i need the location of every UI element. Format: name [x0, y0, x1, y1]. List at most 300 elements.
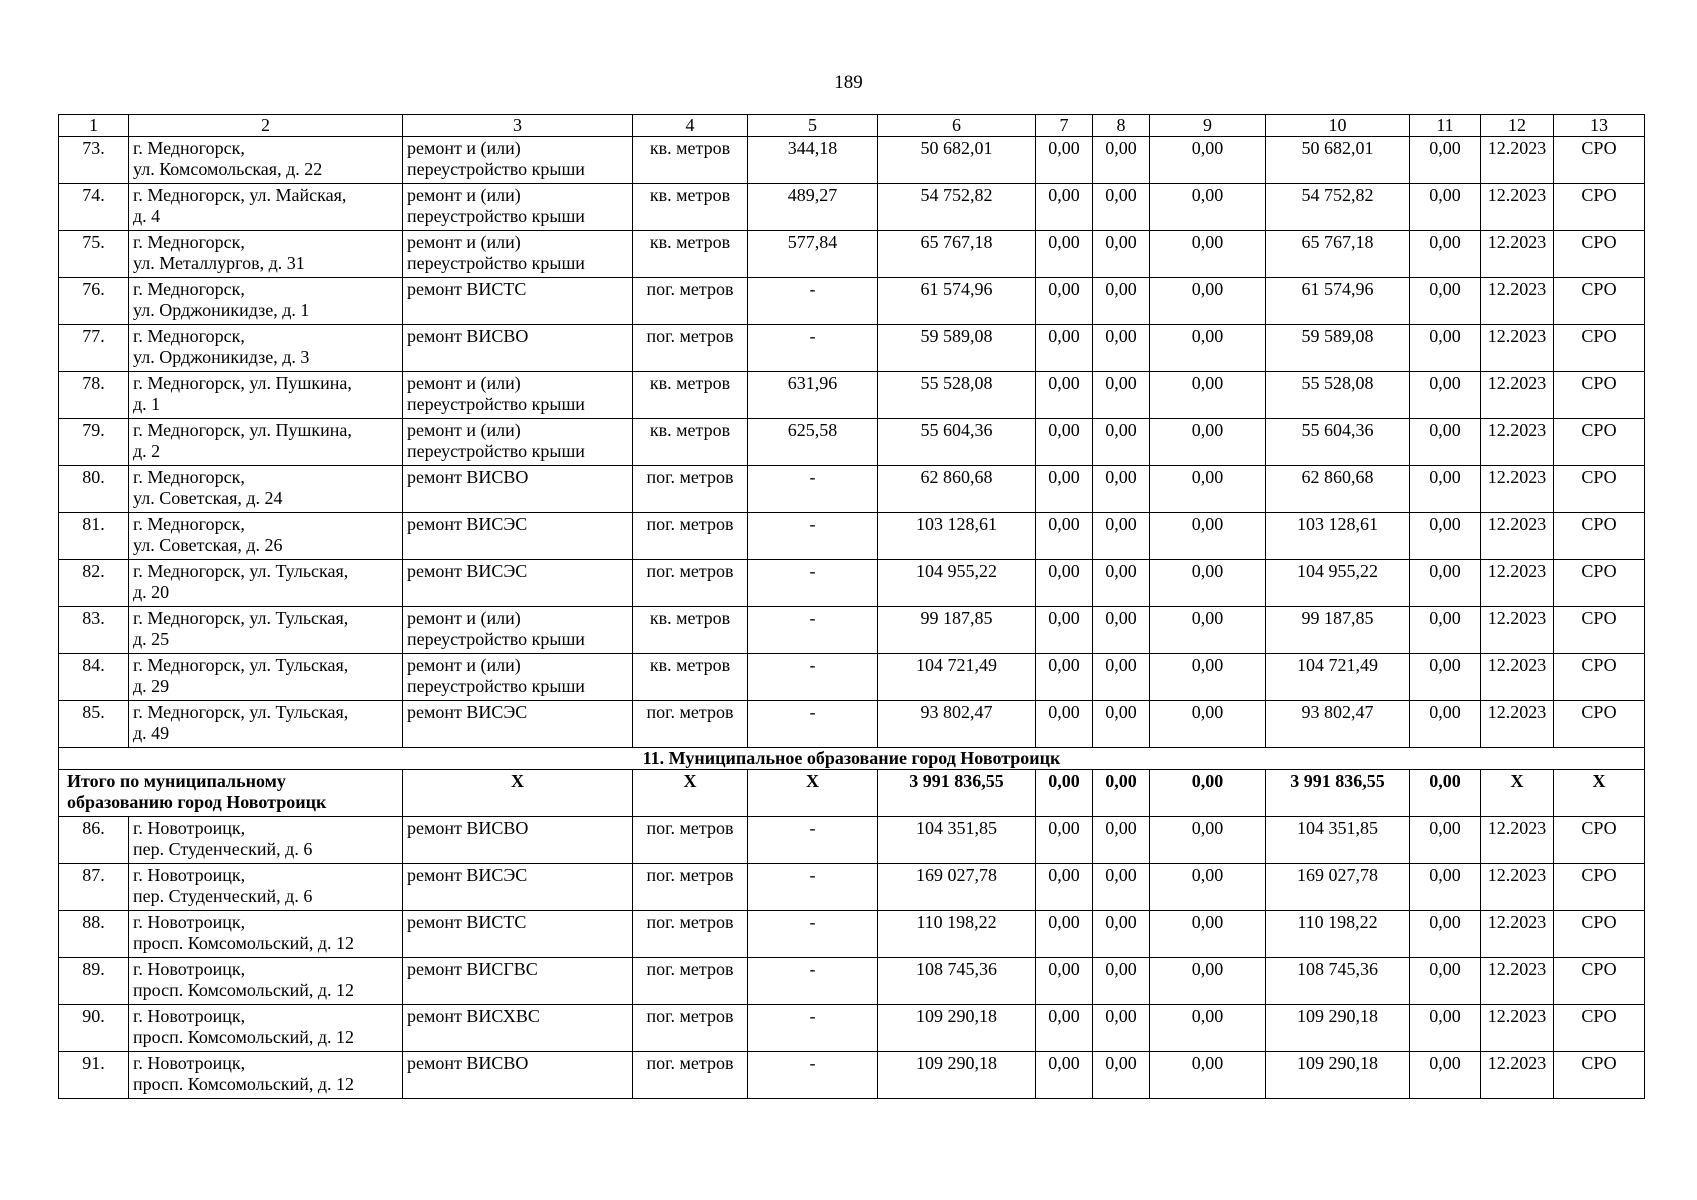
value-cell: 0,00	[1410, 231, 1481, 278]
row-number: 73.	[59, 137, 129, 184]
fund-cost-cell: 104 721,49	[1266, 654, 1410, 701]
row-number: 78.	[59, 372, 129, 419]
address-line: ул. Комсомольская, д. 22	[133, 159, 323, 179]
address-line: д. 20	[133, 582, 170, 602]
cost-total-cell: 109 290,18	[878, 1052, 1036, 1099]
quantity-cell: -	[748, 701, 878, 748]
address-line: пер. Студенческий, д. 6	[133, 886, 313, 906]
method-cell: СРО	[1554, 278, 1645, 325]
value-cell: 0,00	[1410, 560, 1481, 607]
quantity-cell: 489,27	[748, 184, 878, 231]
address-cell	[129, 560, 403, 607]
quantity-cell: -	[748, 513, 878, 560]
work-type-line: ремонт ВИСЭС	[407, 865, 528, 885]
value-cell: 0,00	[1036, 372, 1093, 419]
unit-cell: кв. метров	[633, 419, 748, 466]
row-number: 77.	[59, 325, 129, 372]
work-type-cell	[403, 607, 633, 654]
table-row	[59, 817, 1645, 864]
fund-cost-cell: 55 604,36	[1266, 419, 1410, 466]
cost-total-cell: 50 682,01	[878, 137, 1036, 184]
column-number-cell: 13	[1554, 115, 1645, 137]
row-number: 76.	[59, 278, 129, 325]
fund-cost-cell: 59 589,08	[1266, 325, 1410, 372]
unit-cell: пог. метров	[633, 1052, 748, 1099]
value-cell: 0,00	[1410, 137, 1481, 184]
method-cell: СРО	[1554, 372, 1645, 419]
value-cell: 0,00	[1410, 278, 1481, 325]
value-cell: 0,00	[1410, 701, 1481, 748]
work-type-cell	[403, 654, 633, 701]
address-line: г. Медногорск,	[133, 326, 245, 346]
quantity-cell: 625,58	[748, 419, 878, 466]
table-row	[59, 560, 1645, 607]
value-cell: 0,00	[1150, 137, 1266, 184]
total-value-cell: X	[403, 770, 633, 817]
value-cell: 0,00	[1150, 864, 1266, 911]
value-cell: 0,00	[1093, 325, 1150, 372]
deadline-cell: 12.2023	[1481, 701, 1554, 748]
value-cell: 0,00	[1150, 325, 1266, 372]
address-line: просп. Комсомольский, д. 12	[133, 980, 355, 1000]
value-cell: 0,00	[1093, 654, 1150, 701]
work-type-cell	[403, 1005, 633, 1052]
value-cell: 0,00	[1093, 817, 1150, 864]
table-row	[59, 184, 1645, 231]
quantity-cell: -	[748, 1005, 878, 1052]
value-cell: 0,00	[1410, 958, 1481, 1005]
work-type-line: ремонт ВИСТС	[407, 279, 527, 299]
row-number: 83.	[59, 607, 129, 654]
quantity-cell: 577,84	[748, 231, 878, 278]
fund-cost-cell: 65 767,18	[1266, 231, 1410, 278]
deadline-cell: 12.2023	[1481, 372, 1554, 419]
method-cell: СРО	[1554, 654, 1645, 701]
value-cell: 0,00	[1150, 958, 1266, 1005]
cost-total-cell: 59 589,08	[878, 325, 1036, 372]
value-cell: 0,00	[1093, 560, 1150, 607]
value-cell: 0,00	[1150, 607, 1266, 654]
section-title: 11. Муниципальное образование город Новотроицк	[59, 748, 1645, 770]
table-row	[59, 278, 1645, 325]
value-cell: 0,00	[1036, 864, 1093, 911]
cost-total-cell: 104 351,85	[878, 817, 1036, 864]
value-cell: 0,00	[1150, 560, 1266, 607]
value-cell: 0,00	[1150, 911, 1266, 958]
total-label-line: Итого по муниципальному	[67, 771, 286, 791]
column-number-row	[59, 115, 1645, 137]
column-number-cell: 8	[1093, 115, 1150, 137]
value-cell: 0,00	[1036, 325, 1093, 372]
total-value-cell: X	[633, 770, 748, 817]
quantity-cell: -	[748, 325, 878, 372]
deadline-cell: 12.2023	[1481, 1005, 1554, 1052]
column-number-cell: 3	[403, 115, 633, 137]
table-row	[59, 466, 1645, 513]
table-row	[59, 607, 1645, 654]
method-cell: СРО	[1554, 958, 1645, 1005]
total-label	[59, 770, 403, 817]
work-type-cell	[403, 278, 633, 325]
value-cell: 0,00	[1093, 864, 1150, 911]
table-row	[59, 1005, 1645, 1052]
value-cell: 0,00	[1410, 864, 1481, 911]
value-cell: 0,00	[1410, 466, 1481, 513]
method-cell: СРО	[1554, 466, 1645, 513]
table-row	[59, 958, 1645, 1005]
work-type-line: ремонт ВИСВО	[407, 1053, 529, 1073]
value-cell: 0,00	[1150, 466, 1266, 513]
work-type-line: ремонт ВИСЭС	[407, 561, 528, 581]
quantity-cell: 344,18	[748, 137, 878, 184]
address-cell	[129, 701, 403, 748]
value-cell: 0,00	[1410, 817, 1481, 864]
value-cell: 0,00	[1036, 911, 1093, 958]
column-number-cell: 4	[633, 115, 748, 137]
work-type-line: переустройство крыши	[407, 676, 585, 696]
cost-total-cell: 109 290,18	[878, 1005, 1036, 1052]
work-type-cell	[403, 560, 633, 607]
quantity-cell: -	[748, 278, 878, 325]
cost-total-cell: 55 604,36	[878, 419, 1036, 466]
row-number: 85.	[59, 701, 129, 748]
value-cell: 0,00	[1036, 184, 1093, 231]
deadline-cell: 12.2023	[1481, 137, 1554, 184]
value-cell: 0,00	[1036, 137, 1093, 184]
deadline-cell: 12.2023	[1481, 560, 1554, 607]
value-cell: 0,00	[1410, 607, 1481, 654]
address-cell	[129, 184, 403, 231]
address-line: д. 4	[133, 206, 161, 226]
row-number: 80.	[59, 466, 129, 513]
address-line: г. Медногорск,	[133, 467, 245, 487]
row-number: 86.	[59, 817, 129, 864]
address-line: ул. Металлургов, д. 31	[133, 253, 305, 273]
deadline-cell: 12.2023	[1481, 466, 1554, 513]
row-number: 75.	[59, 231, 129, 278]
quantity-cell: -	[748, 864, 878, 911]
address-line: г. Новотроицк,	[133, 1053, 246, 1073]
column-number-cell: 10	[1266, 115, 1410, 137]
value-cell: 0,00	[1093, 137, 1150, 184]
value-cell: 0,00	[1410, 372, 1481, 419]
unit-cell: пог. метров	[633, 466, 748, 513]
value-cell: 0,00	[1150, 817, 1266, 864]
address-line: просп. Комсомольский, д. 12	[133, 933, 355, 953]
value-cell: 0,00	[1410, 325, 1481, 372]
unit-cell: пог. метров	[633, 701, 748, 748]
value-cell: 0,00	[1036, 701, 1093, 748]
deadline-cell: 12.2023	[1481, 513, 1554, 560]
address-line: ул. Орджоникидзе, д. 1	[133, 300, 310, 320]
address-cell	[129, 513, 403, 560]
work-type-line: ремонт ВИСЭС	[407, 702, 528, 722]
value-cell: 0,00	[1093, 419, 1150, 466]
method-cell: СРО	[1554, 1052, 1645, 1099]
section-header-row	[59, 748, 1645, 770]
table-row	[59, 137, 1645, 184]
table-row	[59, 231, 1645, 278]
value-cell: 0,00	[1036, 419, 1093, 466]
work-type-line: переустройство крыши	[407, 206, 585, 226]
address-line: г. Медногорск, ул. Тульская,	[133, 655, 349, 675]
address-line: д. 1	[133, 394, 161, 414]
value-cell: 0,00	[1410, 419, 1481, 466]
column-number-cell: 1	[59, 115, 129, 137]
address-line: г. Медногорск,	[133, 232, 245, 252]
unit-cell: кв. метров	[633, 231, 748, 278]
cost-total-cell: 54 752,82	[878, 184, 1036, 231]
fund-cost-cell: 108 745,36	[1266, 958, 1410, 1005]
method-cell: СРО	[1554, 419, 1645, 466]
value-cell: 0,00	[1093, 701, 1150, 748]
column-number-cell: 11	[1410, 115, 1481, 137]
quantity-cell: -	[748, 817, 878, 864]
work-type-line: ремонт и (или)	[407, 232, 521, 252]
fund-cost-cell: 169 027,78	[1266, 864, 1410, 911]
fund-cost-cell: 54 752,82	[1266, 184, 1410, 231]
address-cell	[129, 231, 403, 278]
value-cell: 0,00	[1093, 466, 1150, 513]
method-cell: СРО	[1554, 864, 1645, 911]
cost-total-cell: 169 027,78	[878, 864, 1036, 911]
address-cell	[129, 1052, 403, 1099]
method-cell: СРО	[1554, 184, 1645, 231]
method-cell: СРО	[1554, 911, 1645, 958]
fund-cost-cell: 109 290,18	[1266, 1052, 1410, 1099]
unit-cell: пог. метров	[633, 817, 748, 864]
cost-total-cell: 103 128,61	[878, 513, 1036, 560]
total-value-cell: X	[1554, 770, 1645, 817]
address-cell	[129, 958, 403, 1005]
value-cell: 0,00	[1410, 513, 1481, 560]
quantity-cell: -	[748, 654, 878, 701]
unit-cell: кв. метров	[633, 372, 748, 419]
value-cell: 0,00	[1150, 1005, 1266, 1052]
address-line: г. Медногорск, ул. Пушкина,	[133, 420, 352, 440]
work-type-cell	[403, 864, 633, 911]
method-cell: СРО	[1554, 817, 1645, 864]
column-number-cell: 5	[748, 115, 878, 137]
work-type-line: ремонт ВИСТС	[407, 912, 527, 932]
row-number: 74.	[59, 184, 129, 231]
fund-cost-cell: 61 574,96	[1266, 278, 1410, 325]
work-type-line: ремонт ВИСГВС	[407, 959, 538, 979]
address-cell	[129, 607, 403, 654]
address-line: д. 2	[133, 441, 161, 461]
work-type-line: ремонт ВИСВО	[407, 467, 529, 487]
unit-cell: кв. метров	[633, 607, 748, 654]
value-cell: 0,00	[1410, 1005, 1481, 1052]
address-line: ул. Орджоникидзе, д. 3	[133, 347, 310, 367]
total-value-cell: 3 991 836,55	[1266, 770, 1410, 817]
work-type-line: ремонт и (или)	[407, 608, 521, 628]
work-type-line: переустройство крыши	[407, 159, 585, 179]
address-line: г. Медногорск, ул. Тульская,	[133, 608, 349, 628]
value-cell: 0,00	[1093, 607, 1150, 654]
value-cell: 0,00	[1093, 1052, 1150, 1099]
total-value-cell: 0,00	[1150, 770, 1266, 817]
work-type-line: переустройство крыши	[407, 394, 585, 414]
total-value-cell: 0,00	[1410, 770, 1481, 817]
table-row	[59, 325, 1645, 372]
method-cell: СРО	[1554, 607, 1645, 654]
row-number: 88.	[59, 911, 129, 958]
quantity-cell: -	[748, 607, 878, 654]
table-row	[59, 1052, 1645, 1099]
row-number: 89.	[59, 958, 129, 1005]
fund-cost-cell: 50 682,01	[1266, 137, 1410, 184]
value-cell: 0,00	[1150, 372, 1266, 419]
column-number-cell: 9	[1150, 115, 1266, 137]
value-cell: 0,00	[1036, 278, 1093, 325]
value-cell: 0,00	[1093, 372, 1150, 419]
address-line: г. Медногорск, ул. Тульская,	[133, 702, 349, 722]
deadline-cell: 12.2023	[1481, 278, 1554, 325]
address-cell	[129, 466, 403, 513]
unit-cell: кв. метров	[633, 137, 748, 184]
table-row	[59, 701, 1645, 748]
deadline-cell: 12.2023	[1481, 231, 1554, 278]
value-cell: 0,00	[1036, 231, 1093, 278]
work-type-cell	[403, 513, 633, 560]
row-number: 91.	[59, 1052, 129, 1099]
unit-cell: пог. метров	[633, 1005, 748, 1052]
value-cell: 0,00	[1036, 1005, 1093, 1052]
work-type-line: ремонт ВИСВО	[407, 818, 529, 838]
unit-cell: пог. метров	[633, 325, 748, 372]
address-cell	[129, 817, 403, 864]
work-type-line: ремонт и (или)	[407, 138, 521, 158]
fund-cost-cell: 110 198,22	[1266, 911, 1410, 958]
value-cell: 0,00	[1036, 654, 1093, 701]
work-type-line: ремонт и (или)	[407, 420, 521, 440]
address-line: г. Новотроицк,	[133, 818, 246, 838]
work-type-line: ремонт и (или)	[407, 373, 521, 393]
quantity-cell: -	[748, 560, 878, 607]
row-number: 90.	[59, 1005, 129, 1052]
value-cell: 0,00	[1093, 958, 1150, 1005]
fund-cost-cell: 55 528,08	[1266, 372, 1410, 419]
address-cell	[129, 278, 403, 325]
work-type-cell	[403, 911, 633, 958]
method-cell: СРО	[1554, 325, 1645, 372]
value-cell: 0,00	[1093, 231, 1150, 278]
work-type-cell	[403, 419, 633, 466]
address-cell	[129, 864, 403, 911]
address-cell	[129, 911, 403, 958]
value-cell: 0,00	[1410, 654, 1481, 701]
fund-cost-cell: 104 351,85	[1266, 817, 1410, 864]
table-row	[59, 419, 1645, 466]
row-number: 84.	[59, 654, 129, 701]
address-line: г. Медногорск,	[133, 138, 245, 158]
value-cell: 0,00	[1093, 513, 1150, 560]
deadline-cell: 12.2023	[1481, 817, 1554, 864]
row-number: 82.	[59, 560, 129, 607]
cost-total-cell: 61 574,96	[878, 278, 1036, 325]
value-cell: 0,00	[1150, 278, 1266, 325]
value-cell: 0,00	[1093, 278, 1150, 325]
work-type-cell	[403, 701, 633, 748]
value-cell: 0,00	[1150, 1052, 1266, 1099]
value-cell: 0,00	[1093, 1005, 1150, 1052]
quantity-cell: -	[748, 1052, 878, 1099]
cost-total-cell: 104 721,49	[878, 654, 1036, 701]
address-line: г. Медногорск, ул. Тульская,	[133, 561, 349, 581]
quantity-cell: -	[748, 911, 878, 958]
address-line: г. Новотроицк,	[133, 912, 246, 932]
work-type-line: ремонт ВИСХВС	[407, 1006, 540, 1026]
method-cell: СРО	[1554, 513, 1645, 560]
column-number-cell: 2	[129, 115, 403, 137]
deadline-cell: 12.2023	[1481, 864, 1554, 911]
fund-cost-cell: 62 860,68	[1266, 466, 1410, 513]
deadline-cell: 12.2023	[1481, 607, 1554, 654]
total-value-cell: X	[748, 770, 878, 817]
unit-cell: пог. метров	[633, 911, 748, 958]
value-cell: 0,00	[1150, 231, 1266, 278]
work-type-line: ремонт и (или)	[407, 655, 521, 675]
fund-cost-cell: 104 955,22	[1266, 560, 1410, 607]
method-cell: СРО	[1554, 231, 1645, 278]
work-type-cell	[403, 1052, 633, 1099]
table-row	[59, 864, 1645, 911]
cost-total-cell: 104 955,22	[878, 560, 1036, 607]
work-type-line: ремонт и (или)	[407, 185, 521, 205]
fund-cost-cell: 103 128,61	[1266, 513, 1410, 560]
address-cell	[129, 654, 403, 701]
cost-total-cell: 55 528,08	[878, 372, 1036, 419]
address-line: г. Новотроицк,	[133, 1006, 246, 1026]
value-cell: 0,00	[1410, 184, 1481, 231]
total-value-cell: 3 991 836,55	[878, 770, 1036, 817]
cost-total-cell: 110 198,22	[878, 911, 1036, 958]
value-cell: 0,00	[1036, 466, 1093, 513]
deadline-cell: 12.2023	[1481, 325, 1554, 372]
work-type-cell	[403, 817, 633, 864]
table-body	[59, 115, 1645, 1099]
work-type-cell	[403, 184, 633, 231]
method-cell: СРО	[1554, 560, 1645, 607]
value-cell: 0,00	[1150, 184, 1266, 231]
deadline-cell: 12.2023	[1481, 184, 1554, 231]
value-cell: 0,00	[1150, 513, 1266, 560]
value-cell: 0,00	[1036, 607, 1093, 654]
value-cell: 0,00	[1036, 513, 1093, 560]
address-line: г. Медногорск, ул. Майская,	[133, 185, 347, 205]
cost-total-cell: 108 745,36	[878, 958, 1036, 1005]
page-number: 189	[834, 72, 863, 93]
repair-registry-table	[58, 114, 1645, 1099]
value-cell: 0,00	[1410, 1052, 1481, 1099]
unit-cell: кв. метров	[633, 654, 748, 701]
work-type-cell	[403, 137, 633, 184]
unit-cell: пог. метров	[633, 278, 748, 325]
deadline-cell: 12.2023	[1481, 911, 1554, 958]
address-line: ул. Советская, д. 24	[133, 488, 283, 508]
table-row	[59, 654, 1645, 701]
unit-cell: пог. метров	[633, 560, 748, 607]
address-line: ул. Советская, д. 26	[133, 535, 283, 555]
value-cell: 0,00	[1093, 184, 1150, 231]
column-number-cell: 12	[1481, 115, 1554, 137]
total-value-cell: 0,00	[1036, 770, 1093, 817]
deadline-cell: 12.2023	[1481, 419, 1554, 466]
cost-total-cell: 99 187,85	[878, 607, 1036, 654]
value-cell: 0,00	[1036, 1052, 1093, 1099]
work-type-cell	[403, 325, 633, 372]
